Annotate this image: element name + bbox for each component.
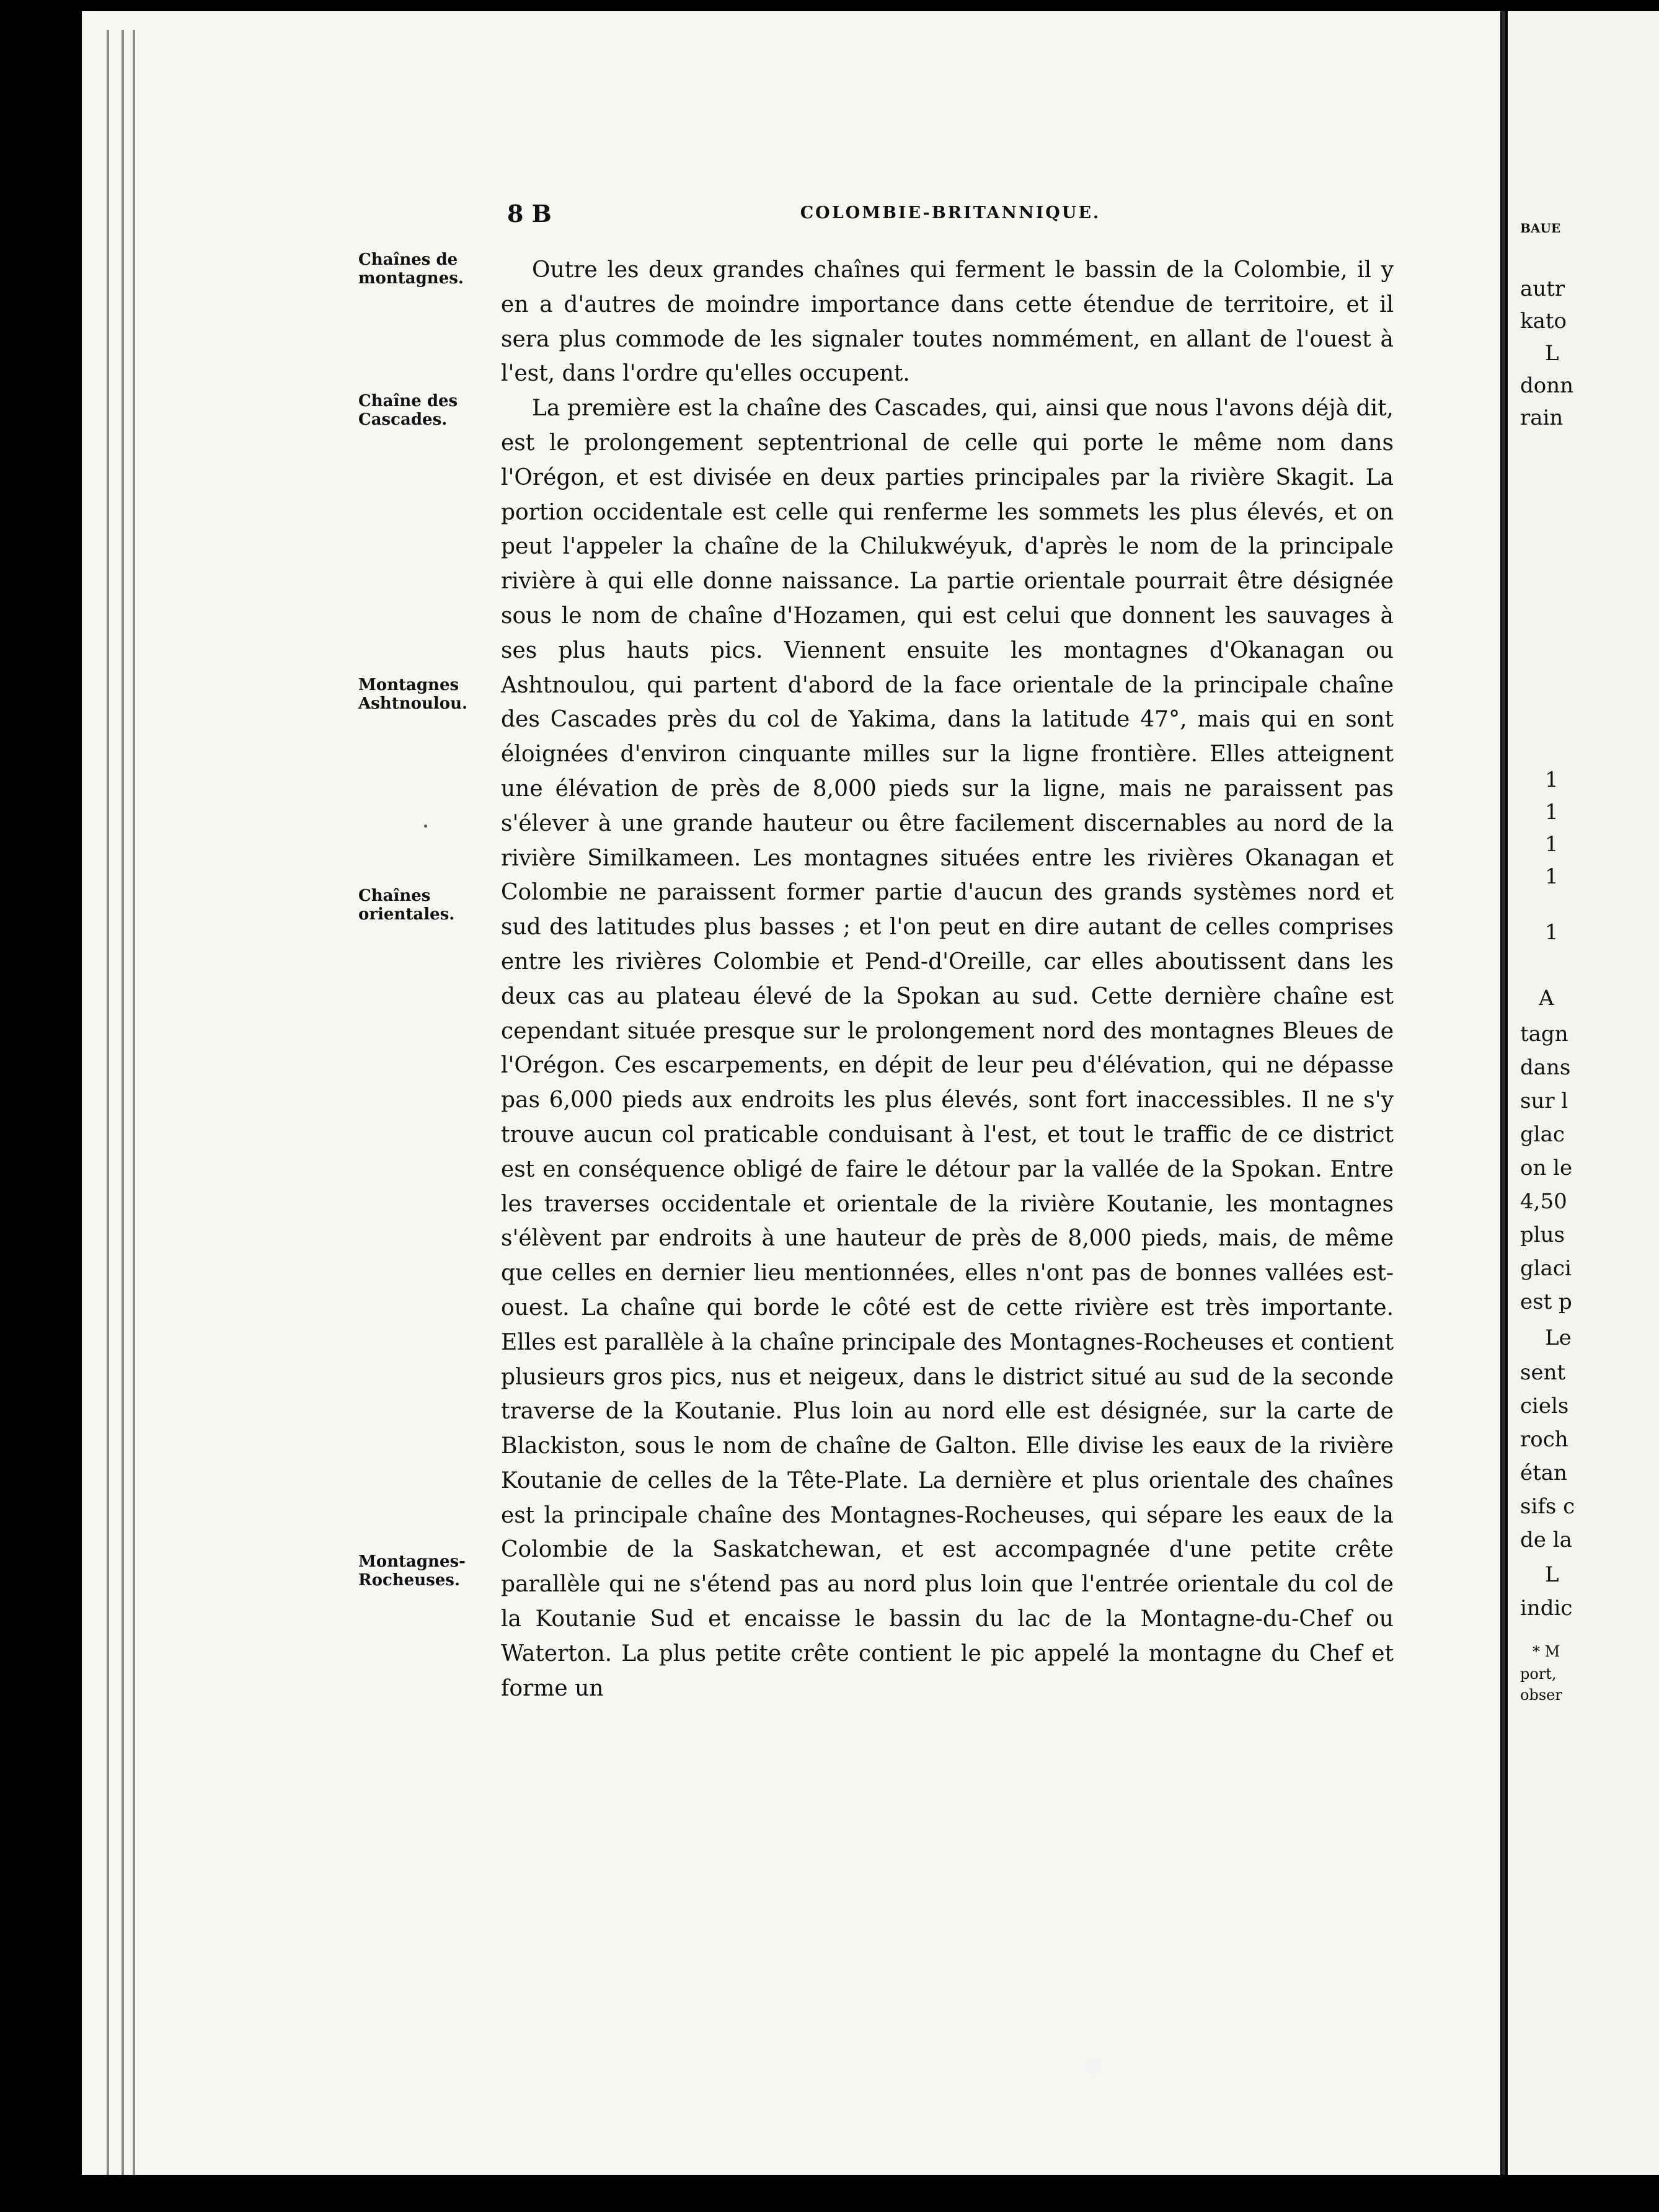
facing-page-line: ciels xyxy=(1520,1394,1569,1418)
facing-page-line: 1 xyxy=(1545,920,1559,945)
facing-page-footnote: port, xyxy=(1520,1665,1557,1683)
body-text xyxy=(501,253,1394,1705)
facing-page-line: plus xyxy=(1520,1223,1565,1247)
facing-page-line: 1 xyxy=(1545,800,1559,825)
page-edge-line xyxy=(122,30,124,2175)
scan-hole xyxy=(1086,2059,1101,2074)
facing-page-line: indic xyxy=(1520,1596,1573,1621)
facing-page-line: sifs c xyxy=(1520,1494,1575,1519)
facing-page-line: sur l xyxy=(1520,1089,1568,1113)
facing-page-line: donn xyxy=(1520,373,1574,398)
facing-page-line: tagn xyxy=(1520,1022,1568,1046)
facing-page xyxy=(1508,11,1659,2175)
facing-page-line: 1 xyxy=(1545,864,1559,889)
facing-page-line: kato xyxy=(1520,309,1567,334)
facing-page-line: 4,50 xyxy=(1520,1189,1567,1214)
facing-page-line: BAUE xyxy=(1520,221,1561,236)
facing-page-line: 1 xyxy=(1545,768,1559,792)
page-number: 8 B xyxy=(507,200,552,228)
page-edge-line xyxy=(1502,11,1505,2175)
facing-page-line: étan xyxy=(1520,1461,1567,1485)
facing-page-line: Le xyxy=(1545,1325,1572,1350)
facing-page-line: autr xyxy=(1520,276,1565,301)
facing-page-footnote: obser xyxy=(1520,1686,1562,1704)
paragraph: Outre les deux grandes chaînes qui ferment le bassin de la Colombie, il y en a d'autres de moindre importance dans cette étendue de territoire, et il sera plus commode de les signaler toutes nommément, en allant de l'ouest à l'est, dans l'ordre qu'elles occupent. xyxy=(501,257,1394,387)
facing-page-line: est p xyxy=(1520,1290,1572,1314)
facing-page-line: glaci xyxy=(1520,1256,1572,1281)
page-edge-line xyxy=(133,30,135,2175)
facing-page-line: on le xyxy=(1520,1156,1573,1180)
facing-page-line: L xyxy=(1545,341,1559,366)
page-edge-line xyxy=(107,30,109,2175)
ink-speck xyxy=(424,825,427,828)
margin-note-chaines-orientales: Chaînes orientales. xyxy=(358,887,455,924)
margin-note-montagnes-rocheuses: Montagnes-Rocheuses. xyxy=(358,1552,466,1590)
facing-page-line: A xyxy=(1539,986,1554,1011)
facing-page-footnote: * M xyxy=(1533,1643,1560,1660)
margin-note-chaine-des-cascades: Chaîne des Cascades. xyxy=(358,392,458,429)
facing-page-line: glac xyxy=(1520,1122,1565,1147)
running-title: COLOMBIE-BRITANNIQUE. xyxy=(800,203,1101,223)
facing-page-line: roch xyxy=(1520,1427,1568,1452)
margin-note-montagnes-ashtnoulou: Montagnes Ashtnoulou. xyxy=(358,676,468,713)
facing-page-line: rain xyxy=(1520,405,1564,430)
paragraph: La première est la chaîne des Cascades, qui, ainsi que nous l'avons déjà dit, est le prolongement septentrional de celle qui porte le même nom dans l'Orégon, et est divisée en deux parties principales par la rivière Skagit. La portion occidentale est celle qui renferme les sommets les plus élevés, et on peut l'appeler la chaîne de la Chilukwéyuk, d'après le nom de la principale rivière à qui elle donne naissance. La partie orientale pourrait être désignée sous le nom de chaîne d'Hozamen, qui est celui que donnent les sauvages à ses plus hauts pics. Viennent ensuite les montagnes d'Okanagan ou Ashtnoulou, qui partent d'abord de la face orientale de la principale chaîne des Cascades près du col de Yakima, dans la latitude 47°, mais qui en sont éloignées d'environ cinquante milles sur la ligne frontière. Elles atteignent une élévation de près de 8,000 pieds sur la ligne, mais ne paraissent pas s'élever à une grande hauteur ou être facilement discernables au nord de la rivière Similkameen. Les montagnes situées entre les rivières Okanagan et Colombie ne paraissent former partie d'aucun des grands systèmes nord et sud des latitudes plus basses ; et l'on peut en dire autant de celles comprises entre les rivières Colombie et Pend-d'Oreille, car elles aboutissent dans les deux cas au plateau élevé de la Spokan au sud. Cette dernière chaîne est cependant située presque sur le prolongement nord des montagnes Bleues de l'Orégon. Ces escarpements, en dépit de leur peu d'élévation, qui ne dépasse pas 6,000 pieds aux endroits les plus élevés, sont fort inaccessibles. Il ne s'y trouve aucun col praticable conduisant à l'est, et tout le traffic de ce district est en conséquence obligé de faire le détour par la vallée de la Spokan. Entre les traverses occidentale et orientale de la rivière Koutanie, les montagnes s'élèvent par endroits à une hauteur de près de 8,000 pieds, mais, de même que celles en dernier lieu mentionnées, elles n'ont pas de bonnes vallées est-ouest. La chaîne qui borde le côté est de cette rivière est très importante. Elles est parallèle à la chaîne principale des Montagnes-Rocheuses et contient plusieurs gros pics, nus et neigeux, dans le district situé au sud de la seconde traverse de la Koutanie. Plus loin au nord elle est désignée, sur la carte de Blackiston, sous le nom de chaîne de Galton. Elle divise les eaux de la rivière Koutanie de celles de la Tête-Plate. La dernière et plus orientale des chaînes est la principale chaîne des Montagnes-Rocheuses, qui sépare les eaux de la Colombie de la Saskatchewan, et est accompagnée d'une petite crête parallèle qui ne s'étend pas au nord plus loin que l'entrée orientale du col de la Koutanie Sud et encaisse le bassin du lac de la Montagne-du-Chef ou Waterton. La plus petite crête contient le pic appelé la montagne du Chef et forme un xyxy=(501,396,1394,1701)
facing-page-line: de la xyxy=(1520,1528,1572,1552)
facing-page-line: L xyxy=(1545,1562,1559,1587)
facing-page-line: dans xyxy=(1520,1055,1571,1080)
margin-note-chaines-de-montagnes: Chaînes de montagnes. xyxy=(358,250,464,288)
running-head xyxy=(507,200,1394,231)
facing-page-line: sent xyxy=(1520,1360,1566,1385)
facing-page-line: 1 xyxy=(1545,832,1559,857)
